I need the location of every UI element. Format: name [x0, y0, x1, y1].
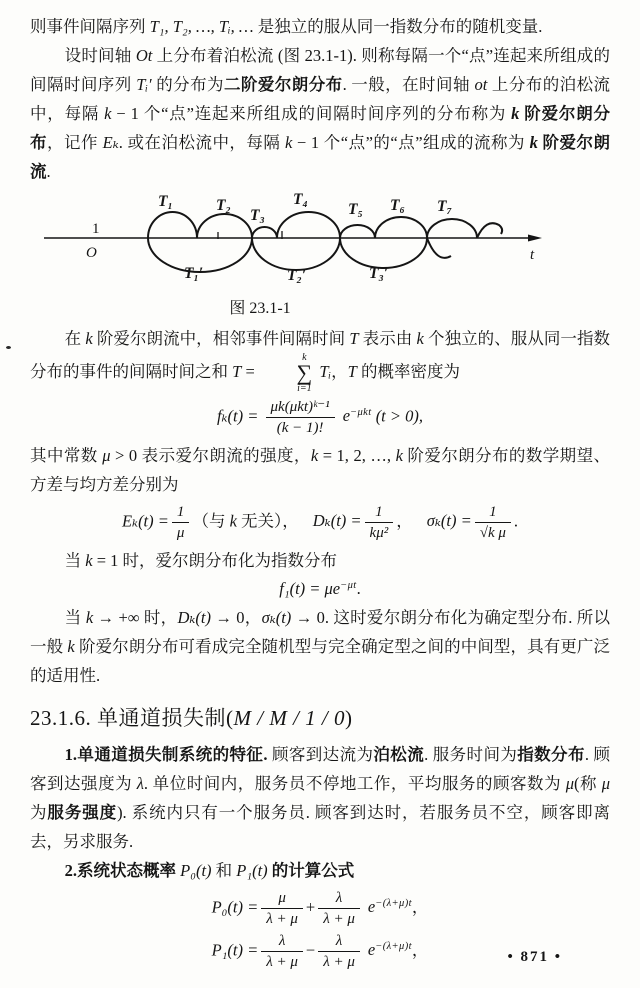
numerator: λ [318, 932, 360, 952]
arc-T1 [148, 212, 197, 238]
arc-partial-lower [427, 238, 451, 258]
label-T4: T₄ [293, 191, 308, 208]
text-segment: 2.系统状态概率 [64, 860, 181, 880]
heading-kendall-notation: M / M / 1 / 0 [233, 705, 345, 730]
text-segment: 上分布着泊松流 (图 23.1-1). 则称每隔一个“点”连起来所组成的间隔时间序列 [30, 46, 611, 94]
paragraph-8 [30, 856, 610, 885]
formula-lhs: f₁(t) = μe [279, 578, 341, 598]
label-T2: T₂ [216, 197, 231, 214]
text-segment: . 单位时间内，服务员不停地工作，平均服务的顾客数为 [143, 773, 566, 793]
text-segment: . 一般，在时间轴 [342, 75, 475, 94]
formula-moments [30, 503, 610, 542]
text-segment: . 服务时间为 [424, 744, 518, 764]
numerator: μk(μkt)ᵏ⁻¹ [266, 398, 335, 418]
text-segment: k [511, 104, 525, 123]
text-segment: 表示由 [358, 329, 417, 348]
text-segment: . 顾客到达强度为 [30, 744, 611, 793]
text-segment: 1.单通道损失制系统的特征. [64, 744, 268, 764]
arc-T2 [197, 214, 252, 238]
period: . [356, 578, 361, 598]
text-segment: 阶爱尔朗流中，相邻事件间隔时间 [92, 329, 350, 348]
text-segment: k [67, 636, 75, 656]
heading-number-text: 23.1.6. 单通道损失制( [30, 705, 234, 730]
denominator: λ + μ [266, 910, 298, 927]
text-segment: k [395, 445, 403, 465]
text-segment: T [349, 329, 359, 348]
denominator: kμ² [369, 524, 389, 541]
text-segment: 阶爱尔朗分布可看成完全随机型与完全确定型之间的中间型，具有更广泛的适用性. [30, 636, 611, 685]
arc-T5 [340, 225, 375, 238]
text-segment: − 1 个“点”连起来所组成的间隔时间序列的分布称为 [111, 104, 512, 123]
figure-caption: 图 23.1-1 [229, 300, 291, 317]
fraction [475, 503, 511, 542]
sigma-glyph: ∑ [296, 360, 313, 385]
timeline-diagram [30, 190, 610, 298]
exponent: −μt [340, 579, 357, 591]
fraction [261, 932, 303, 971]
euler-e: e [342, 406, 351, 426]
text-segment: k [104, 104, 112, 123]
separator: ， [396, 511, 413, 531]
formula-condition: (t > 0), [371, 406, 424, 426]
sum-upper-limit: k [302, 352, 307, 363]
numerator: λ [318, 889, 360, 909]
figure-23-1-1 [30, 190, 610, 320]
text-segment: Tᵢ [315, 362, 332, 382]
text-segment: = [241, 362, 259, 382]
text-segment: Eₖ [102, 133, 119, 152]
summation-symbol [262, 353, 312, 394]
exponent: −(λ+μ)t [375, 898, 412, 910]
label-T6: T₆ [390, 197, 405, 214]
heading-close: ) [345, 705, 353, 730]
text-segment: 和 [211, 860, 237, 880]
text-segment: 则事件间隔序列 [30, 17, 150, 36]
period: . [513, 511, 519, 531]
formula-lhs: P₀(t) = [211, 897, 259, 917]
fraction [266, 398, 335, 437]
numerator: μ [261, 889, 303, 909]
text-segment: Dₖ(t) [177, 607, 211, 627]
arc-T7 [427, 219, 477, 238]
page-number: • 871 • [507, 949, 562, 965]
text-run [315, 362, 460, 381]
fraction [318, 889, 360, 928]
text-segment: = 1 时，爱尔朗分布化为指数分布 [92, 550, 338, 570]
text-segment: μ [102, 445, 111, 465]
fraction [318, 932, 360, 971]
text-segment: σₖ(t) [261, 607, 292, 627]
text-segment: 其中常数 [30, 445, 103, 465]
text-segment: → 0， [210, 607, 262, 627]
text-segment: 当 [64, 550, 86, 570]
text-segment: 为 [30, 802, 48, 822]
formula-p0 [30, 889, 610, 928]
note-text: 无关）， [236, 511, 299, 531]
text-segment: 上分布的泊松流中，每隔 [30, 75, 611, 123]
text-segment: = 1, 2, …, [318, 445, 396, 465]
arc-T2-prime [252, 238, 340, 270]
exponent: −(λ+μ)t [375, 941, 412, 953]
text-segment: → +∞ 时， [93, 607, 178, 627]
paragraph-3 [30, 324, 610, 394]
exponent: −μkt [350, 407, 372, 419]
text-segment: ， [331, 362, 348, 382]
arc-T3 [252, 227, 277, 238]
text-segment: k [85, 550, 93, 570]
formula-lhs: fₖ(t) = [216, 406, 263, 426]
axis-t-label: t [530, 247, 535, 263]
numerator: λ [261, 932, 303, 952]
text-segment: 的概率密度为 [356, 362, 460, 382]
text-segment: ). 系统内只有一个服务员. 顾客到达时，若服务员不空，顾客即离去，另求服务. [30, 802, 611, 851]
text-segment: 阶爱尔朗分布 [30, 104, 611, 152]
denominator: √k μ [479, 524, 506, 541]
axis-arrow [528, 235, 542, 242]
arc-T3-prime [340, 238, 427, 268]
text-segment: k [85, 607, 94, 627]
operator: + [305, 897, 316, 917]
fraction [365, 503, 394, 542]
text-segment: 服务强度 [47, 802, 118, 822]
text-segment: 个独立的、服从同一指数分布的事件的间隔时间之和 [30, 329, 611, 382]
label-T3-prime: T₃′ [369, 265, 389, 282]
text-segment: Ot [135, 46, 153, 65]
text-segment: 二阶爱尔朗分布 [223, 75, 343, 94]
operator: − [305, 940, 316, 960]
text-segment: T₁, T₂, …, Tᵢ, … [149, 17, 254, 36]
text-segment: 阶爱尔朗流 [30, 133, 611, 181]
label-T2-prime: T₂′ [287, 267, 307, 284]
text-segment: 泊松流 [373, 744, 425, 764]
formula-lhs: P₁(t) = [211, 940, 259, 960]
text-segment: . 或在泊松流中，每隔 [118, 133, 286, 152]
text-segment: k [416, 329, 424, 348]
text-segment: . [46, 162, 51, 181]
numerator: 1 [475, 503, 511, 523]
numerator: 1 [172, 503, 190, 523]
paragraph-6 [30, 603, 610, 690]
formula-exponential [30, 579, 610, 599]
text-segment: 是独立的服从同一指数分布的随机变量. [253, 17, 543, 36]
arc-T4 [277, 212, 340, 238]
label-T7: T₇ [437, 198, 452, 215]
paragraph-4 [30, 441, 610, 499]
fraction [172, 503, 190, 542]
text-segment: → 0. 这时爱尔朗分布化为确定型分布. 所以一般 [30, 607, 610, 656]
axis-one-label: 1 [92, 221, 100, 237]
paragraph-7 [30, 740, 610, 856]
text-segment: − 1 个“点”的“点”组成的流称为 [292, 133, 530, 152]
text-segment: 的分布为 [151, 75, 224, 94]
text-segment: λ [136, 773, 144, 793]
denominator: λ + μ [266, 953, 298, 970]
text-segment: Tᵢ′ [136, 75, 152, 94]
text-segment: P₁(t) [236, 860, 268, 880]
label-T1: T₁ [158, 193, 173, 210]
section-heading [30, 702, 610, 732]
formula-erlang-density [30, 398, 610, 437]
denominator: (k − 1)! [276, 419, 324, 436]
arc-partial-upper [477, 223, 502, 238]
numerator: 1 [365, 503, 394, 523]
text-segment: 的计算公式 [267, 860, 355, 880]
denominator: μ [176, 524, 185, 541]
text-segment: 当 [64, 607, 86, 627]
text-segment: ot [474, 75, 488, 94]
denominator: λ + μ [323, 953, 355, 970]
expectation-lhs: Eₖ(t) = [121, 511, 169, 531]
text-segment: 顾客到达流为 [267, 744, 374, 764]
text-segment: 指数分布 [517, 744, 585, 764]
arc-T6 [375, 217, 427, 238]
axis-origin-label: O [86, 245, 97, 261]
text-segment: ，记作 [47, 133, 103, 152]
comma: ， [411, 897, 429, 917]
text-segment: 在 [64, 329, 86, 348]
text-segment: μ [565, 773, 575, 793]
euler-e: e [367, 940, 376, 960]
text-segment: (称 [574, 773, 602, 793]
paragraph-1 [30, 12, 610, 41]
text-segment: T [347, 362, 357, 382]
text-segment: μ [601, 773, 611, 793]
text-segment: k [285, 133, 293, 152]
euler-e: e [367, 897, 376, 917]
variance-lhs: Dₖ(t) = [312, 511, 362, 531]
ink-artifact [6, 346, 11, 349]
sum-lower-limit: i=1 [297, 382, 312, 394]
text-segment: T [232, 362, 242, 382]
label-T5: T₅ [348, 201, 363, 218]
note-text: （与 [192, 511, 230, 531]
text-segment: P₀(t) [180, 860, 212, 880]
stddev-lhs: σₖ(t) = [426, 511, 472, 531]
paragraph-2 [30, 41, 610, 186]
fraction [261, 889, 303, 928]
text-segment: k [529, 133, 543, 152]
label-T3: T₃ [250, 207, 265, 224]
note-k: k [229, 511, 237, 531]
text-segment: k [85, 329, 93, 348]
comma: ， [411, 940, 429, 960]
text-segment: > 0 表示爱尔朗流的强度， [110, 445, 311, 465]
text-segment: 阶爱尔朗分布的数学期望、方差与均方差分别为 [30, 445, 611, 494]
paragraph-5 [30, 546, 610, 575]
text-segment: k [310, 445, 319, 465]
text-segment: 设时间轴 [64, 46, 136, 65]
label-T1-prime: T₁′ [184, 265, 204, 282]
denominator: λ + μ [323, 910, 355, 927]
